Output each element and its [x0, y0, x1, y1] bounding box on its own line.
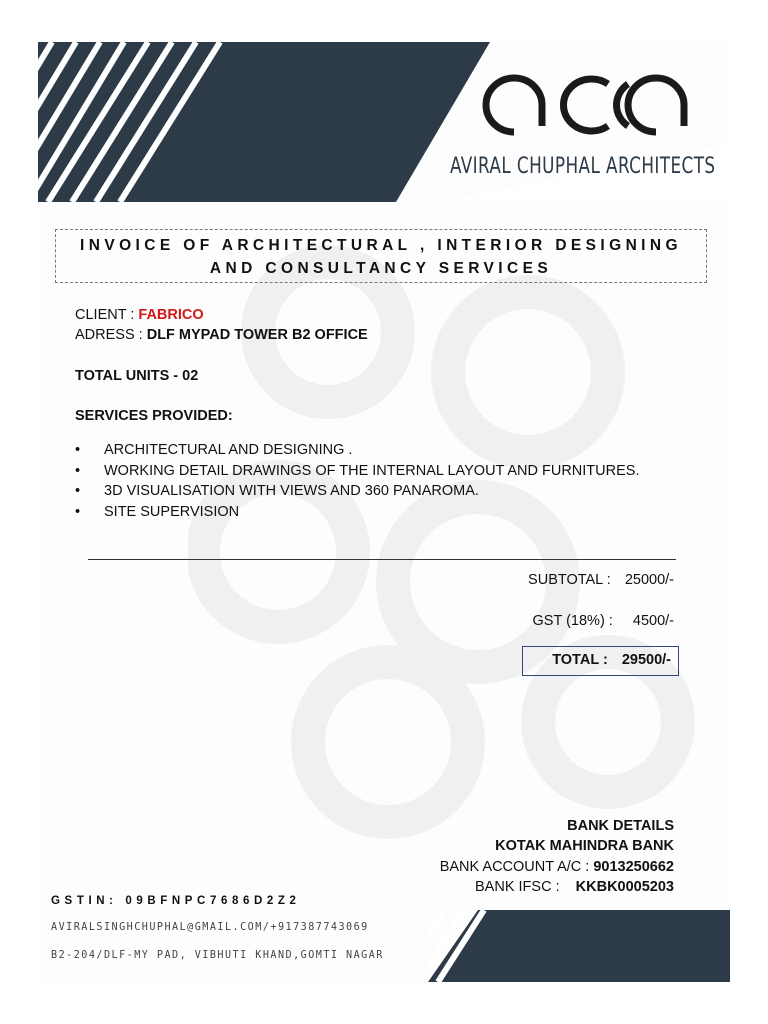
total-label: TOTAL :: [552, 652, 608, 668]
invoice-title: [55, 229, 707, 283]
total-value: 29500/-: [621, 652, 671, 668]
services-title: SERVICES PROVIDED:: [75, 408, 233, 424]
address-label: ADRESS :: [75, 327, 143, 343]
gst-label: GST (18%) :: [532, 613, 613, 629]
office-address: B2-204/DLF-MY PAD, VIBHUTI KHAND,GOMTI NAGAR: [51, 948, 384, 961]
bank-ifsc-label: BANK IFSC :: [475, 879, 560, 895]
total-units: TOTAL UNITS - 02: [75, 368, 199, 384]
list-item: • SITE SUPERVISION: [75, 502, 639, 523]
bank-account-row: [440, 859, 674, 875]
bullet-icon: •: [75, 483, 81, 499]
client-name: FABRICO: [138, 307, 204, 323]
aca-monogram-icon: [480, 70, 700, 136]
subtotal-label: SUBTOTAL :: [528, 572, 611, 588]
client-label: CLIENT :: [75, 307, 135, 323]
address-value: DLF MYPAD TOWER B2 OFFICE: [146, 327, 368, 343]
subtotal-row: [528, 572, 674, 588]
bank-account-label: BANK ACCOUNT A/C :: [439, 859, 590, 875]
contact-line: AVIRALSINGHCHUPHAL@GMAIL.COM/+917387743069: [51, 920, 369, 933]
address-line: [75, 327, 368, 343]
gst-row: [533, 613, 674, 629]
company-name: AVIRAL CHUPHAL ARCHITECTS: [450, 154, 716, 179]
bank-ifsc-value: KKBK0005203: [575, 879, 674, 895]
bullet-icon: •: [75, 503, 81, 520]
services-list: [75, 440, 639, 522]
bank-ifsc-row: [475, 879, 674, 895]
list-item: • ARCHITECTURAL AND DESIGNING .: [75, 440, 639, 461]
divider: [88, 559, 676, 560]
bullet-icon: •: [75, 462, 81, 479]
subtotal-value: 25000/-: [624, 572, 674, 588]
footer-banner: [428, 910, 730, 982]
invoice-page: [38, 42, 730, 982]
bank-name: KOTAK MAHINDRA BANK: [495, 838, 674, 854]
bullet-icon: •: [75, 442, 81, 458]
list-item: • 3D VISUALISATION WITH VIEWS AND 360 PANAROMA.: [75, 481, 639, 502]
bank-account-value: 9013250662: [593, 859, 674, 875]
list-item: • WORKING DETAIL DRAWINGS OF THE INTERNAL LAYOUT AND FURNITURES.: [75, 461, 639, 482]
gstin: GSTIN: 09BFNPC7686D2Z2: [51, 895, 301, 907]
aca-watermark-icon: [188, 222, 708, 842]
invoice-title-line1: INVOICE OF ARCHITECTURAL , INTERIOR DESIGNING: [80, 237, 682, 254]
client-line: [75, 307, 204, 323]
invoice-title-line2: AND CONSULTANCY SERVICES: [209, 260, 553, 277]
gst-value: 4500/-: [632, 613, 674, 629]
total-box: [522, 646, 679, 676]
bank-heading: BANK DETAILS: [567, 818, 674, 834]
